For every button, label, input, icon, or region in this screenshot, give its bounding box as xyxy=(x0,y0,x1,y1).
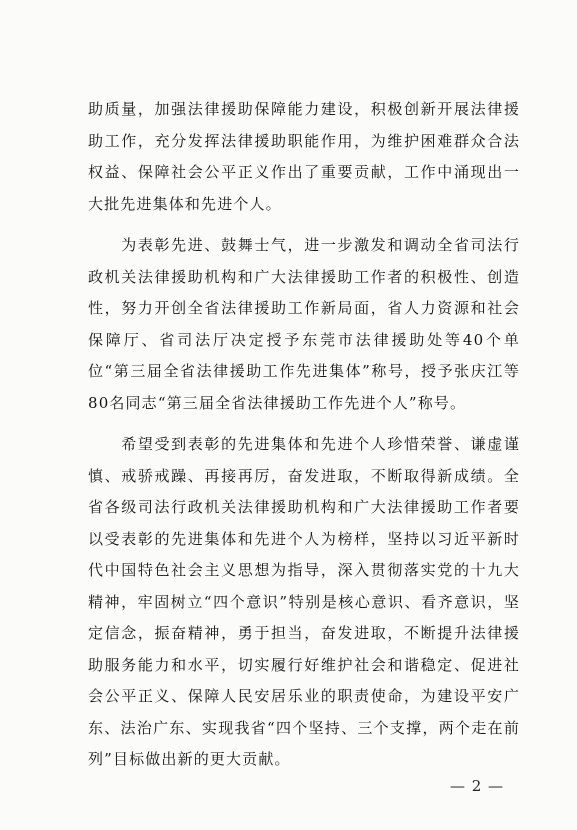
paragraph-1: 助质量，加强法律援助保障能力建设，积极创新开展法律援助工作，充分发挥法律援助职能作用，为维护困难群众合法权益、保障社会公平正义作出了重要贡献，工作中涌现出一大批先进集体和先进个人。 xyxy=(88,100,520,213)
page-number: — 2 — xyxy=(449,777,505,795)
paragraph-gap xyxy=(88,421,520,429)
paragraph-3: 希望受到表彰的先进集体和先进个人珍惜荣誉、谦虚谨慎、戒骄戒躁、再接再厉，奋发进取，不断取得新成绩。全省各级司法行政机关法律援助机构和广大法律援助工作者要以受表彰的先进集体和先进个人为榜样，坚持以习近平新时代中国特色社会主义思想为指导，深入贯彻落实党的十九大精神，牢固树立“四个意识”特别是核心意识、看齐意识，坚定信念，振奋精神，勇于担当，奋发进取，不断提升法律援助服务能力和水平，切实履行好维护社会和谐稳定、促进社会公平正义、保障人民安居乐业的职责使命，为建设平安广东、法治广东、实现我省“四个坚持、三个支撑，两个走在前列”目标做出新的更大贡献。 xyxy=(88,435,520,768)
paragraph-gap xyxy=(88,222,520,230)
paragraph-2: 为表彰先进、鼓舞士气，进一步激发和调动全省司法行政机关法律援助机构和广大法律援助工作者的积极性、创造性，努力开创全省法律援助工作新局面，省人力资源和社会保障厅、省司法厅决定授予东莞市法律援助处等40个单位“第三届全省法律援助工作先进集体”称号，授予张庆江等80名同志“第三届全省法律援助工作先进个人”称号。 xyxy=(88,236,520,412)
document-body xyxy=(88,94,520,778)
